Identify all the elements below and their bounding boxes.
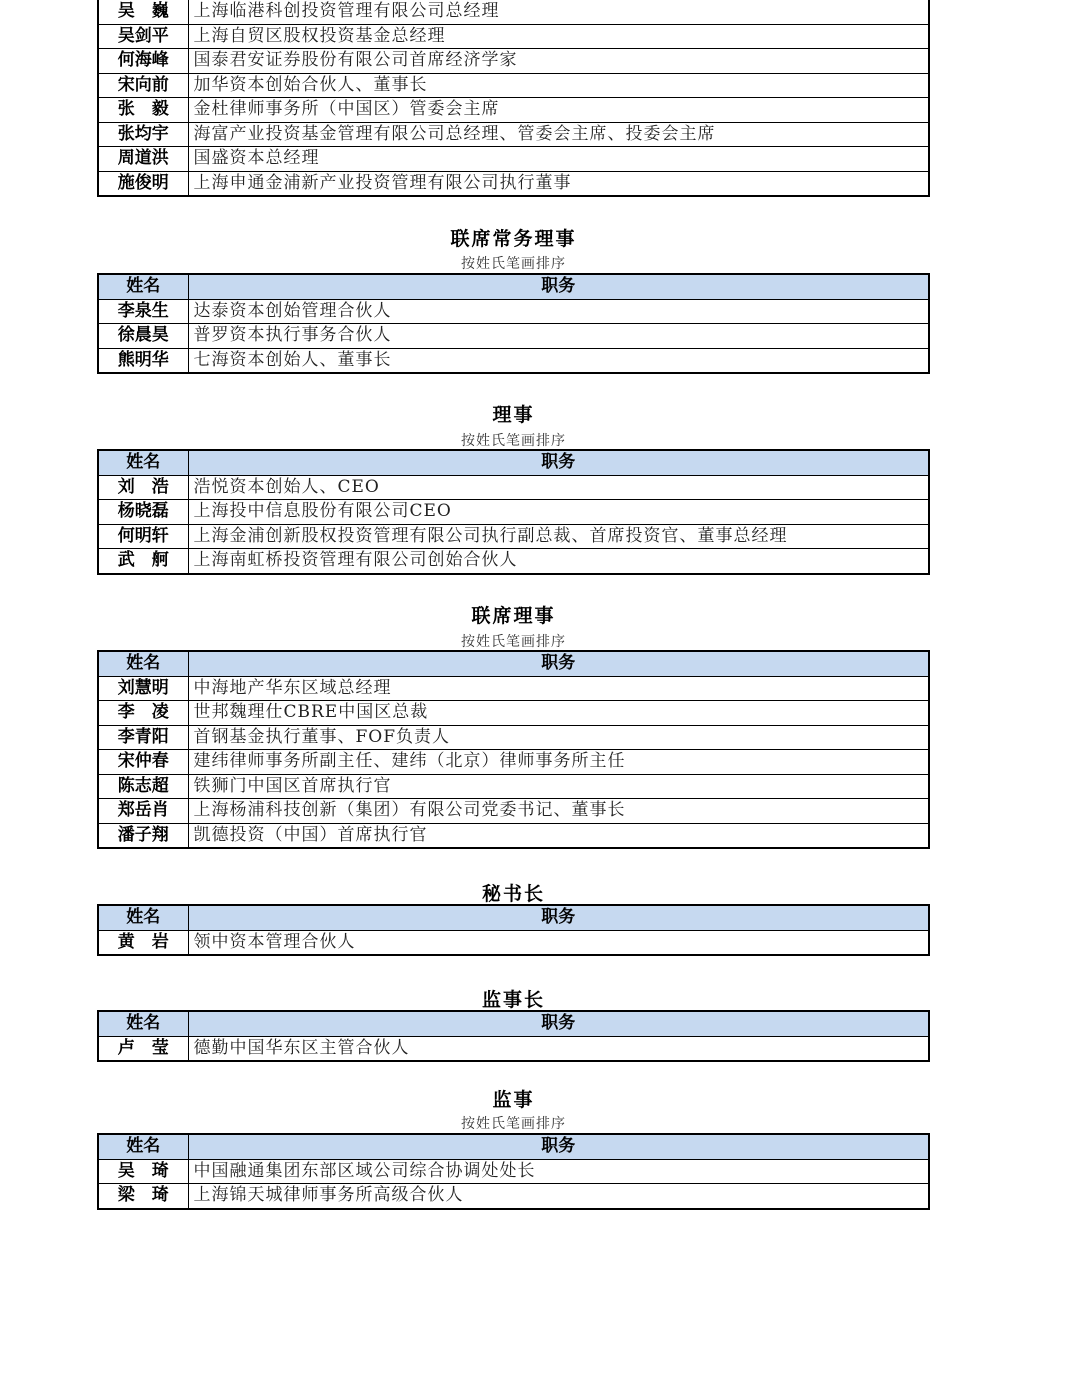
name-column-header: 姓名 xyxy=(98,1134,188,1159)
table-row xyxy=(98,122,929,147)
table-row xyxy=(98,0,929,24)
member-title: 普罗资本执行事务合伙人 xyxy=(188,324,929,349)
member-title: 德勤中国华东区主管合伙人 xyxy=(188,1036,929,1061)
member-name: 宋仲春 xyxy=(98,750,188,775)
member-name: 何海峰 xyxy=(98,49,188,74)
title-column-header: 职务 xyxy=(188,274,929,299)
member-title: 上海投中信息股份有限公司CEO xyxy=(188,500,929,525)
title-column-header: 职务 xyxy=(188,450,929,475)
member-name: 宋向前 xyxy=(98,73,188,98)
member-title: 建纬律师事务所副主任、建纬（北京）律师事务所主任 xyxy=(188,750,929,775)
secretary-general-table xyxy=(97,904,930,956)
member-name: 徐晨昊 xyxy=(98,324,188,349)
member-title: 海富产业投资基金管理有限公司总经理、管委会主席、投委会主席 xyxy=(188,122,929,147)
member-name: 陈志超 xyxy=(98,774,188,799)
section-title: 秘书长 xyxy=(481,883,545,905)
member-name: 刘 浩 xyxy=(98,475,188,500)
table-row xyxy=(98,930,929,955)
table-row xyxy=(98,549,929,574)
table-row xyxy=(98,475,929,500)
member-name: 卢 莹 xyxy=(98,1036,188,1061)
member-title: 上海金浦创新股权投资管理有限公司执行副总裁、首席投资官、董事总经理 xyxy=(188,524,929,549)
table-row xyxy=(98,147,929,172)
member-title: 铁狮门中国区首席执行官 xyxy=(188,774,929,799)
member-title: 上海申通金浦新产业投资管理有限公司执行董事 xyxy=(188,171,929,196)
member-name: 李青阳 xyxy=(98,725,188,750)
section-title: 联席常务理事 xyxy=(450,228,577,250)
name-column-header: 姓名 xyxy=(98,274,188,299)
table-header-row xyxy=(98,274,929,299)
member-name: 何明轩 xyxy=(98,524,188,549)
member-title: 上海临港科创投资管理有限公司总经理 xyxy=(188,0,929,24)
table-row xyxy=(98,348,929,373)
member-title: 上海锦天城律师事务所高级合伙人 xyxy=(188,1184,929,1209)
title-column-header: 职务 xyxy=(188,905,929,930)
member-title: 领中资本管理合伙人 xyxy=(188,930,929,955)
member-title: 加华资本创始合伙人、董事长 xyxy=(188,73,929,98)
name-column-header: 姓名 xyxy=(98,450,188,475)
title-column-header: 职务 xyxy=(188,651,929,676)
member-title: 上海杨浦科技创新（集团）有限公司党委书记、董事长 xyxy=(188,799,929,824)
section-title: 联席理事 xyxy=(471,605,556,627)
section-title: 监事 xyxy=(492,1089,535,1111)
member-title: 凯德投资（中国）首席执行官 xyxy=(188,823,929,848)
top-members-table xyxy=(97,0,930,197)
member-name: 郑岳肖 xyxy=(98,799,188,824)
member-name: 武 舸 xyxy=(98,549,188,574)
member-name: 熊明华 xyxy=(98,348,188,373)
table-row xyxy=(98,324,929,349)
table-row xyxy=(98,1159,929,1184)
table-header-row xyxy=(98,651,929,676)
table-row xyxy=(98,676,929,701)
table-row xyxy=(98,98,929,123)
associate-executive-directors-table xyxy=(97,273,930,374)
table-row xyxy=(98,171,929,196)
member-name: 黄 岩 xyxy=(98,930,188,955)
table-row xyxy=(98,725,929,750)
member-name: 吴 琦 xyxy=(98,1159,188,1184)
name-column-header: 姓名 xyxy=(98,1011,188,1036)
table-row xyxy=(98,701,929,726)
table-row xyxy=(98,823,929,848)
table-row xyxy=(98,1184,929,1209)
section-title: 理事 xyxy=(492,404,535,426)
table-row xyxy=(98,500,929,525)
member-title: 上海南虹桥投资管理有限公司创始合伙人 xyxy=(188,549,929,574)
table-row xyxy=(98,24,929,49)
member-title: 中国融通集团东部区域公司综合协调处处长 xyxy=(188,1159,929,1184)
table-header-row xyxy=(98,450,929,475)
member-name: 梁 琦 xyxy=(98,1184,188,1209)
member-title: 中海地产华东区域总经理 xyxy=(188,676,929,701)
table-row xyxy=(98,750,929,775)
member-title: 上海自贸区股权投资基金总经理 xyxy=(188,24,929,49)
table-row xyxy=(98,524,929,549)
title-column-header: 职务 xyxy=(188,1134,929,1159)
member-name: 吴剑平 xyxy=(98,24,188,49)
member-title: 七海资本创始人、董事长 xyxy=(188,348,929,373)
name-column-header: 姓名 xyxy=(98,651,188,676)
member-title: 首钢基金执行董事、FOF负责人 xyxy=(188,725,929,750)
table-row xyxy=(98,799,929,824)
table-row xyxy=(98,49,929,74)
sort-note: 按姓氏笔画排序 xyxy=(461,1116,566,1132)
name-column-header: 姓名 xyxy=(98,905,188,930)
table-row xyxy=(98,1036,929,1061)
table-row xyxy=(98,774,929,799)
table-header-row xyxy=(98,1134,929,1159)
member-name: 张均宇 xyxy=(98,122,188,147)
member-title: 世邦魏理仕CBRE中国区总裁 xyxy=(188,701,929,726)
associate-directors-table xyxy=(97,650,930,849)
member-name: 潘子翔 xyxy=(98,823,188,848)
title-column-header: 职务 xyxy=(188,1011,929,1036)
member-name: 李 凌 xyxy=(98,701,188,726)
chief-supervisor-table xyxy=(97,1010,930,1062)
member-name: 周道洪 xyxy=(98,147,188,172)
table-row xyxy=(98,299,929,324)
table-header-row xyxy=(98,1011,929,1036)
member-title: 金杜律师事务所（中国区）管委会主席 xyxy=(188,98,929,123)
member-title: 达泰资本创始管理合伙人 xyxy=(188,299,929,324)
table-row xyxy=(98,73,929,98)
member-name: 刘慧明 xyxy=(98,676,188,701)
member-title: 国泰君安证券股份有限公司首席经济学家 xyxy=(188,49,929,74)
sort-note: 按姓氏笔画排序 xyxy=(461,256,566,272)
member-name: 张 毅 xyxy=(98,98,188,123)
member-name: 李泉生 xyxy=(98,299,188,324)
directors-table xyxy=(97,449,930,575)
member-name: 施俊明 xyxy=(98,171,188,196)
supervisors-table xyxy=(97,1133,930,1210)
member-name: 杨晓磊 xyxy=(98,500,188,525)
member-title: 浩悦资本创始人、CEO xyxy=(188,475,929,500)
member-name: 吴 巍 xyxy=(98,0,188,24)
table-header-row xyxy=(98,905,929,930)
member-title: 国盛资本总经理 xyxy=(188,147,929,172)
sort-note: 按姓氏笔画排序 xyxy=(461,634,566,650)
section-title: 监事长 xyxy=(481,989,545,1011)
sort-note: 按姓氏笔画排序 xyxy=(461,433,566,449)
